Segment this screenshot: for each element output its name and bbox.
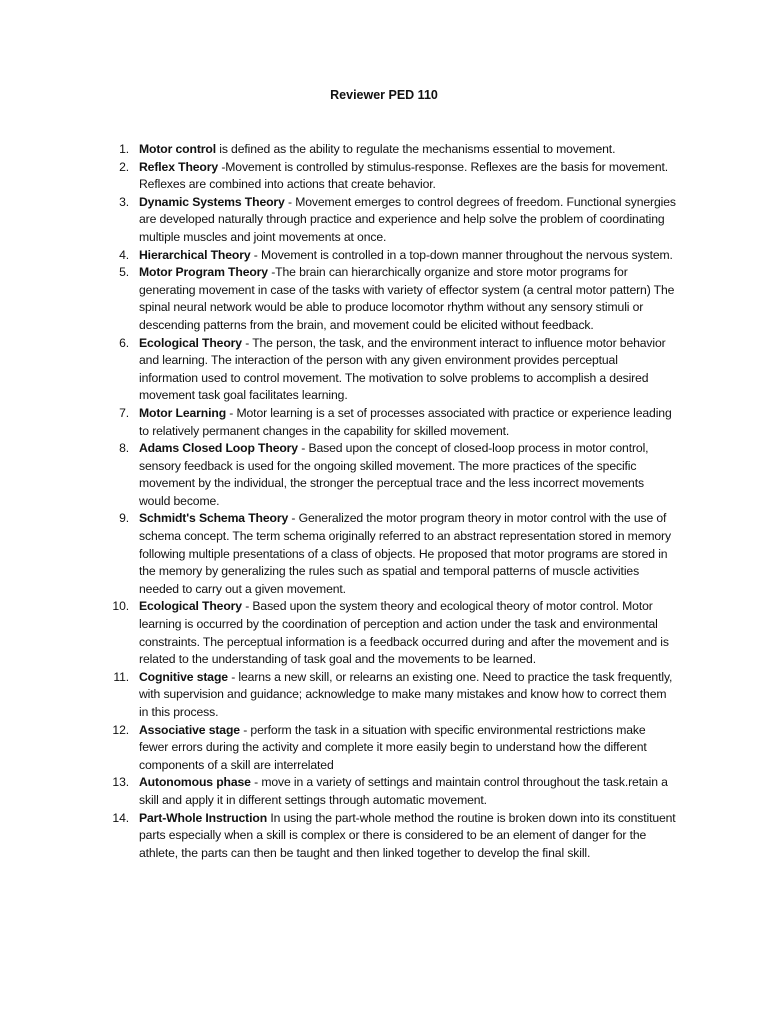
item-number: 2. — [119, 159, 129, 174]
item-number: 8. — [119, 441, 129, 456]
item-number: 5. — [119, 265, 129, 280]
item-number: 12. — [112, 722, 129, 737]
item-text: - learns a new skill, or relearns an existing one. Need to practice the task frequently, with supervision and guidance; acknowledge to make many mistakes and know how to correct them in this process. — [139, 669, 673, 719]
item-number: 1. — [119, 142, 129, 156]
item-term: Schmidt's Schema Theory — [139, 511, 289, 526]
item-term: Hierarchical Theory — [139, 247, 251, 262]
list-item — [105, 247, 677, 265]
list-item — [105, 405, 677, 440]
item-text: -Movement is controlled by stimulus-response. Reflexes are the basis for movement. Reflexes are combined into actions that create behavior. — [139, 159, 669, 192]
item-term: Ecological Theory — [139, 599, 242, 614]
list-item — [105, 598, 677, 668]
item-term: Reflex Theory — [139, 159, 219, 174]
list-item — [105, 335, 677, 405]
list-item — [105, 194, 677, 247]
item-text: - Motor learning is a set of processes associated with practice or experience leading to relatively permanent changes in the capability for skilled movement. — [139, 405, 672, 438]
item-term: Ecological Theory — [139, 335, 242, 350]
item-text: - The person, the task, and the environment interact to influence motor behavior and learning. The interaction of the person with any given environment provides perceptual information used to control movement. The motivation to solve problems to accomplish a desired movement task goal facilitates learning. — [139, 335, 666, 403]
item-term: Dynamic Systems Theory — [139, 194, 285, 209]
item-text: -The brain can hierarchically organize and store motor programs for generating movement in case of the tasks with variety of effector system (a central motor pattern) The spinal neural network would be able to produce locomotor rhythm without any sensory stimuli or descending patterns from the brain, and movement could be elicited without feedback. — [139, 265, 675, 332]
item-text: is defined as the ability to regulate the mechanisms essential to movement. — [215, 142, 616, 156]
item-text: - perform the task in a situation with specific environmental restrictions make fewer errors during the activity and complete it more easily begin to understand how the different components of a skill are interrelated — [139, 722, 647, 772]
item-term: Motor Program Theory — [139, 265, 268, 280]
item-term: Associative stage — [139, 722, 240, 737]
reviewer-list — [105, 141, 677, 862]
list-item — [105, 774, 677, 809]
item-number: 7. — [119, 405, 129, 420]
item-text: - move in a variety of settings and maintain control throughout the task.retain a skill and apply it in different settings through automatic movement. — [139, 775, 668, 807]
item-term: Autonomous phase — [139, 775, 251, 790]
list-item — [105, 264, 677, 334]
list-item — [105, 141, 677, 159]
item-term: Cognitive stage — [139, 669, 228, 684]
list-item — [105, 722, 677, 775]
item-text: - Based upon the system theory and ecological theory of motor control. Motor learning is occurred by the coordination of perception and action under the task and environmental constraints. The perceptual information is a feedback occurred during and after the movement and is related to the understanding of task goal and the movements to be learned. — [139, 599, 669, 667]
item-text: - Movement emerges to control degrees of freedom. Functional synergies are developed naturally through practice and experience and help solve the problem of coordinating multiple muscles and joint movements at once. — [139, 194, 676, 244]
item-number: 10. — [112, 599, 129, 614]
item-number: 4. — [119, 247, 129, 262]
document-title: Reviewer PED 110 — [330, 88, 438, 102]
item-term: Adams Closed Loop Theory — [139, 441, 298, 456]
item-text: - Based upon the concept of closed-loop process in motor control, sensory feedback is used for the ongoing skilled movement. The more practices of the specific movement by the individual, the stronger the perceptual trace and the less incorrect movements would become. — [139, 441, 649, 508]
item-number: 11. — [113, 669, 129, 684]
item-number: 6. — [119, 335, 129, 350]
item-number: 3. — [119, 194, 129, 209]
item-number: 9. — [119, 511, 129, 526]
list-item — [105, 440, 677, 510]
item-text: In using the part-whole method the routine is broken down into its constituent parts especially when a skill is complex or there is considered to be an element of danger for the athlete, the parts can then be taught and then linked together to develop the final skill. — [139, 810, 676, 860]
list-item — [105, 669, 677, 722]
list-item — [105, 810, 677, 863]
item-term: Motor Learning — [139, 405, 227, 420]
list-item — [105, 159, 677, 194]
item-term: Motor control — [139, 142, 216, 156]
item-number: 14. — [112, 810, 129, 825]
item-term: Part-Whole Instruction — [139, 810, 268, 825]
list-item — [105, 510, 677, 598]
item-number: 13. — [112, 775, 129, 790]
item-text: - Generalized the motor program theory in motor control with the use of schema concept. The term schema originally referred to an abstract representation stored in memory following multiple presentations of a class of objects. He proposed that motor programs are stored in the memory by generalizing the rules such as spatial and temporal patterns of muscle activities needed to carry out a given movement. — [139, 511, 671, 596]
item-text: - Movement is controlled in a top-down manner throughout the nervous system. — [250, 247, 673, 262]
